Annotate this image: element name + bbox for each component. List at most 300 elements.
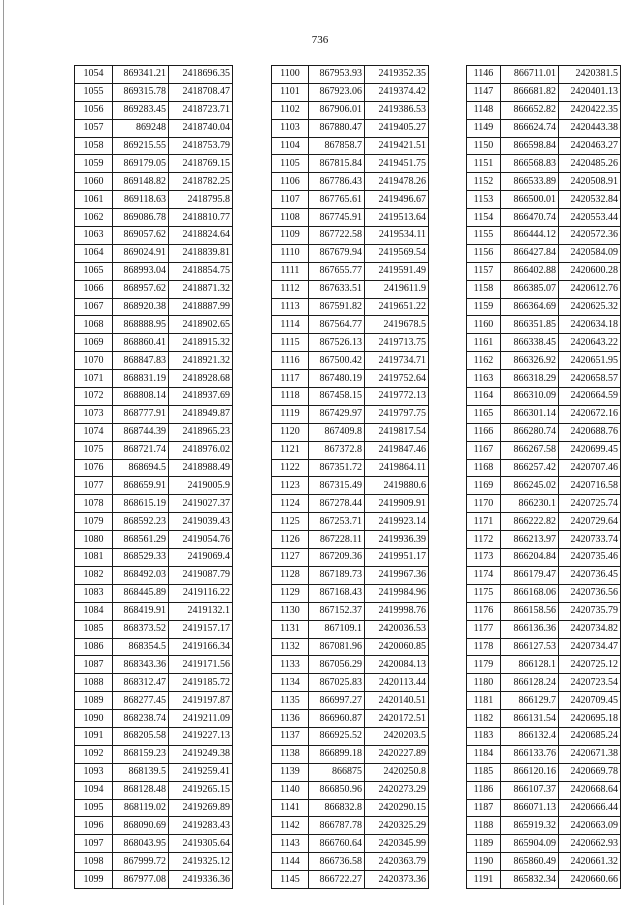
x-coordinate-cell: 868777.91 xyxy=(113,405,169,423)
y-coordinate-cell: 2418782.25 xyxy=(169,173,233,191)
table-row xyxy=(272,334,429,352)
y-coordinate-cell: 2419283.43 xyxy=(169,817,233,835)
table-row xyxy=(75,316,233,334)
point-number-cell: 1082 xyxy=(75,566,113,584)
x-coordinate-cell: 867977.08 xyxy=(113,871,169,889)
table-row xyxy=(467,191,621,209)
point-number-cell: 1068 xyxy=(75,316,113,334)
table-row xyxy=(75,620,233,638)
y-coordinate-cell: 2420443.38 xyxy=(559,119,621,137)
y-coordinate-cell: 2420734.47 xyxy=(559,638,621,656)
point-number-cell: 1103 xyxy=(272,119,309,137)
point-number-cell: 1154 xyxy=(467,209,501,227)
y-coordinate-cell: 2419591.49 xyxy=(365,262,429,280)
point-number-cell: 1117 xyxy=(272,370,309,388)
x-coordinate-cell: 866533.89 xyxy=(501,173,559,191)
y-coordinate-cell: 2420634.18 xyxy=(559,316,621,334)
point-number-cell: 1187 xyxy=(467,799,501,817)
x-coordinate-cell: 866711.01 xyxy=(501,66,559,84)
x-coordinate-cell: 869341.21 xyxy=(113,66,169,84)
point-number-cell: 1097 xyxy=(75,835,113,853)
point-number-cell: 1137 xyxy=(272,727,309,745)
y-coordinate-cell: 2419847.46 xyxy=(365,441,429,459)
y-coordinate-cell: 2418976.02 xyxy=(169,441,233,459)
table-row xyxy=(467,370,621,388)
x-coordinate-cell: 866470.74 xyxy=(501,209,559,227)
table-row xyxy=(467,173,621,191)
table-row xyxy=(467,423,621,441)
point-number-cell: 1069 xyxy=(75,334,113,352)
y-coordinate-cell: 2418949.87 xyxy=(169,405,233,423)
table-row xyxy=(272,388,429,406)
table-row xyxy=(272,137,429,155)
point-number-cell: 1180 xyxy=(467,674,501,692)
point-number-cell: 1105 xyxy=(272,155,309,173)
x-coordinate-cell: 867633.51 xyxy=(309,280,365,298)
x-coordinate-cell: 868721.74 xyxy=(113,441,169,459)
x-coordinate-cell: 866427.84 xyxy=(501,244,559,262)
point-number-cell: 1058 xyxy=(75,137,113,155)
point-number-cell: 1169 xyxy=(467,477,501,495)
point-number-cell: 1149 xyxy=(467,119,501,137)
x-coordinate-cell: 868694.5 xyxy=(113,459,169,477)
table-row xyxy=(272,638,429,656)
point-number-cell: 1120 xyxy=(272,423,309,441)
x-coordinate-cell: 866280.74 xyxy=(501,423,559,441)
table-row xyxy=(75,692,233,710)
point-number-cell: 1080 xyxy=(75,531,113,549)
x-coordinate-cell: 867409.8 xyxy=(309,423,365,441)
y-coordinate-cell: 2419249.38 xyxy=(169,745,233,763)
y-coordinate-cell: 2418723.71 xyxy=(169,101,233,119)
table-row xyxy=(75,727,233,745)
point-number-cell: 1062 xyxy=(75,209,113,227)
y-coordinate-cell: 2420688.76 xyxy=(559,423,621,441)
y-coordinate-cell: 2420725.12 xyxy=(559,656,621,674)
x-coordinate-cell: 867429.97 xyxy=(309,405,365,423)
table-row xyxy=(467,155,621,173)
x-coordinate-cell: 868238.74 xyxy=(113,710,169,728)
point-number-cell: 1132 xyxy=(272,638,309,656)
point-number-cell: 1182 xyxy=(467,710,501,728)
y-coordinate-cell: 2418965.23 xyxy=(169,423,233,441)
table-row xyxy=(75,602,233,620)
x-coordinate-cell: 868090.69 xyxy=(113,817,169,835)
table-row xyxy=(467,298,621,316)
point-number-cell: 1075 xyxy=(75,441,113,459)
table-row xyxy=(75,745,233,763)
x-coordinate-cell: 868419.91 xyxy=(113,602,169,620)
table-row xyxy=(272,441,429,459)
y-coordinate-cell: 2419132.1 xyxy=(169,602,233,620)
table-row xyxy=(272,763,429,781)
table-row xyxy=(272,101,429,119)
x-coordinate-cell: 867109.1 xyxy=(309,620,365,638)
table-row xyxy=(75,656,233,674)
x-coordinate-cell: 866925.52 xyxy=(309,727,365,745)
point-number-cell: 1166 xyxy=(467,423,501,441)
table-row xyxy=(75,262,233,280)
table-row xyxy=(467,334,621,352)
x-coordinate-cell: 866127.53 xyxy=(501,638,559,656)
point-number-cell: 1167 xyxy=(467,441,501,459)
y-coordinate-cell: 2420508.91 xyxy=(559,173,621,191)
table-row xyxy=(272,620,429,638)
x-coordinate-cell: 866204.84 xyxy=(501,549,559,567)
point-number-cell: 1064 xyxy=(75,244,113,262)
x-coordinate-cell: 867655.77 xyxy=(309,262,365,280)
table-row xyxy=(75,280,233,298)
x-coordinate-cell: 866338.45 xyxy=(501,334,559,352)
point-number-cell: 1077 xyxy=(75,477,113,495)
x-coordinate-cell: 867526.13 xyxy=(309,334,365,352)
y-coordinate-cell: 2419513.64 xyxy=(365,209,429,227)
point-number-cell: 1126 xyxy=(272,531,309,549)
y-coordinate-cell: 2420671.38 xyxy=(559,745,621,763)
y-coordinate-cell: 2420381.5 xyxy=(559,66,621,84)
point-number-cell: 1065 xyxy=(75,262,113,280)
y-coordinate-cell: 2420290.15 xyxy=(365,799,429,817)
x-coordinate-cell: 866267.58 xyxy=(501,441,559,459)
point-number-cell: 1128 xyxy=(272,566,309,584)
table-row xyxy=(272,155,429,173)
point-number-cell: 1173 xyxy=(467,549,501,567)
table-row xyxy=(75,871,233,889)
x-coordinate-cell: 866301.14 xyxy=(501,405,559,423)
point-number-cell: 1085 xyxy=(75,620,113,638)
x-coordinate-cell: 866364.69 xyxy=(501,298,559,316)
table-row xyxy=(272,799,429,817)
x-coordinate-cell: 866222.82 xyxy=(501,513,559,531)
point-number-cell: 1100 xyxy=(272,66,309,84)
x-coordinate-cell: 866179.47 xyxy=(501,566,559,584)
x-coordinate-cell: 868659.91 xyxy=(113,477,169,495)
x-coordinate-cell: 866722.27 xyxy=(309,871,365,889)
x-coordinate-cell: 867278.44 xyxy=(309,495,365,513)
table-row xyxy=(272,853,429,871)
x-coordinate-cell: 866598.84 xyxy=(501,137,559,155)
x-coordinate-cell: 867858.7 xyxy=(309,137,365,155)
x-coordinate-cell: 867081.96 xyxy=(309,638,365,656)
point-number-cell: 1098 xyxy=(75,853,113,871)
table-row xyxy=(272,459,429,477)
point-number-cell: 1140 xyxy=(272,781,309,799)
x-coordinate-cell: 868139.5 xyxy=(113,763,169,781)
x-coordinate-cell: 867906.01 xyxy=(309,101,365,119)
y-coordinate-cell: 2418839.81 xyxy=(169,244,233,262)
point-number-cell: 1151 xyxy=(467,155,501,173)
point-number-cell: 1191 xyxy=(467,871,501,889)
point-number-cell: 1174 xyxy=(467,566,501,584)
table-row xyxy=(75,423,233,441)
table-row xyxy=(467,66,621,84)
y-coordinate-cell: 2419069.4 xyxy=(169,549,233,567)
table-row xyxy=(272,119,429,137)
x-coordinate-cell: 869179.05 xyxy=(113,155,169,173)
y-coordinate-cell: 2419005.9 xyxy=(169,477,233,495)
y-coordinate-cell: 2419054.76 xyxy=(169,531,233,549)
y-coordinate-cell: 2420734.82 xyxy=(559,620,621,638)
table-row xyxy=(75,227,233,245)
y-coordinate-cell: 2420672.16 xyxy=(559,405,621,423)
point-number-cell: 1076 xyxy=(75,459,113,477)
table-row xyxy=(467,244,621,262)
point-number-cell: 1130 xyxy=(272,602,309,620)
y-coordinate-cell: 2419864.11 xyxy=(365,459,429,477)
table-row xyxy=(272,656,429,674)
point-number-cell: 1175 xyxy=(467,584,501,602)
point-number-cell: 1127 xyxy=(272,549,309,567)
x-coordinate-cell: 867722.58 xyxy=(309,227,365,245)
y-coordinate-cell: 2420729.64 xyxy=(559,513,621,531)
point-number-cell: 1188 xyxy=(467,817,501,835)
table-row xyxy=(272,209,429,227)
x-coordinate-cell: 867056.29 xyxy=(309,656,365,674)
table-row xyxy=(272,227,429,245)
table-row xyxy=(75,835,233,853)
y-coordinate-cell: 2420273.29 xyxy=(365,781,429,799)
point-number-cell: 1078 xyxy=(75,495,113,513)
x-coordinate-cell: 866568.83 xyxy=(501,155,559,173)
y-coordinate-cell: 2419166.34 xyxy=(169,638,233,656)
coordinate-table-3 xyxy=(466,65,621,889)
table-row xyxy=(75,298,233,316)
coordinate-table-1 xyxy=(74,65,233,889)
table-row xyxy=(272,191,429,209)
table-row xyxy=(467,137,621,155)
x-coordinate-cell: 866760.64 xyxy=(309,835,365,853)
y-coordinate-cell: 2419259.41 xyxy=(169,763,233,781)
x-coordinate-cell: 866736.58 xyxy=(309,853,365,871)
point-number-cell: 1110 xyxy=(272,244,309,262)
y-coordinate-cell: 2420584.09 xyxy=(559,244,621,262)
point-number-cell: 1087 xyxy=(75,656,113,674)
x-coordinate-cell: 868277.45 xyxy=(113,692,169,710)
table-row xyxy=(467,280,621,298)
table-row xyxy=(75,334,233,352)
x-coordinate-cell: 866133.76 xyxy=(501,745,559,763)
y-coordinate-cell: 2418810.77 xyxy=(169,209,233,227)
table-row xyxy=(467,727,621,745)
table-row xyxy=(75,513,233,531)
y-coordinate-cell: 2419678.5 xyxy=(365,316,429,334)
x-coordinate-cell: 868920.38 xyxy=(113,298,169,316)
point-number-cell: 1070 xyxy=(75,352,113,370)
y-coordinate-cell: 2420060.85 xyxy=(365,638,429,656)
table-row xyxy=(272,692,429,710)
point-number-cell: 1177 xyxy=(467,620,501,638)
y-coordinate-cell: 2419534.11 xyxy=(365,227,429,245)
table-row xyxy=(272,817,429,835)
y-coordinate-cell: 2419197.87 xyxy=(169,692,233,710)
x-coordinate-cell: 866875 xyxy=(309,763,365,781)
y-coordinate-cell: 2420733.74 xyxy=(559,531,621,549)
x-coordinate-cell: 868159.23 xyxy=(113,745,169,763)
x-coordinate-cell: 868615.19 xyxy=(113,495,169,513)
point-number-cell: 1185 xyxy=(467,763,501,781)
y-coordinate-cell: 2420699.45 xyxy=(559,441,621,459)
y-coordinate-cell: 2419713.75 xyxy=(365,334,429,352)
x-coordinate-cell: 868445.89 xyxy=(113,584,169,602)
table-row xyxy=(467,674,621,692)
point-number-cell: 1190 xyxy=(467,853,501,871)
table-row xyxy=(272,83,429,101)
point-number-cell: 1179 xyxy=(467,656,501,674)
point-number-cell: 1147 xyxy=(467,83,501,101)
x-coordinate-cell: 866832.8 xyxy=(309,799,365,817)
x-coordinate-cell: 868373.52 xyxy=(113,620,169,638)
point-number-cell: 1168 xyxy=(467,459,501,477)
y-coordinate-cell: 2419211.09 xyxy=(169,710,233,728)
point-number-cell: 1146 xyxy=(467,66,501,84)
y-coordinate-cell: 2419909.91 xyxy=(365,495,429,513)
table-row xyxy=(467,692,621,710)
table-row xyxy=(467,620,621,638)
y-coordinate-cell: 2420709.45 xyxy=(559,692,621,710)
x-coordinate-cell: 867591.82 xyxy=(309,298,365,316)
x-coordinate-cell: 866128.1 xyxy=(501,656,559,674)
y-coordinate-cell: 2419325.12 xyxy=(169,853,233,871)
y-coordinate-cell: 2420663.09 xyxy=(559,817,621,835)
x-coordinate-cell: 865919.32 xyxy=(501,817,559,835)
x-coordinate-cell: 868831.19 xyxy=(113,370,169,388)
x-coordinate-cell: 868119.02 xyxy=(113,799,169,817)
y-coordinate-cell: 2420572.36 xyxy=(559,227,621,245)
table-row xyxy=(467,316,621,334)
y-coordinate-cell: 2419305.64 xyxy=(169,835,233,853)
table-row xyxy=(272,370,429,388)
point-number-cell: 1107 xyxy=(272,191,309,209)
y-coordinate-cell: 2419772.13 xyxy=(365,388,429,406)
x-coordinate-cell: 867152.37 xyxy=(309,602,365,620)
y-coordinate-cell: 2420643.22 xyxy=(559,334,621,352)
table-row xyxy=(272,244,429,262)
x-coordinate-cell: 866385.07 xyxy=(501,280,559,298)
table-row xyxy=(75,495,233,513)
x-coordinate-cell: 866444.12 xyxy=(501,227,559,245)
y-coordinate-cell: 2419496.67 xyxy=(365,191,429,209)
x-coordinate-cell: 866245.02 xyxy=(501,477,559,495)
y-coordinate-cell: 2420600.28 xyxy=(559,262,621,280)
y-coordinate-cell: 2420707.46 xyxy=(559,459,621,477)
x-coordinate-cell: 867480.19 xyxy=(309,370,365,388)
y-coordinate-cell: 2419157.17 xyxy=(169,620,233,638)
table-row xyxy=(467,352,621,370)
point-number-cell: 1150 xyxy=(467,137,501,155)
x-coordinate-cell: 867458.15 xyxy=(309,388,365,406)
table-row xyxy=(272,405,429,423)
table-row xyxy=(467,566,621,584)
y-coordinate-cell: 2419998.76 xyxy=(365,602,429,620)
y-coordinate-cell: 2419797.75 xyxy=(365,405,429,423)
table-row xyxy=(467,119,621,137)
y-coordinate-cell: 2420658.57 xyxy=(559,370,621,388)
point-number-cell: 1156 xyxy=(467,244,501,262)
table-row xyxy=(75,244,233,262)
table-row xyxy=(272,477,429,495)
y-coordinate-cell: 2419611.9 xyxy=(365,280,429,298)
point-number-cell: 1142 xyxy=(272,817,309,835)
point-number-cell: 1108 xyxy=(272,209,309,227)
x-coordinate-cell: 868993.04 xyxy=(113,262,169,280)
x-coordinate-cell: 866132.4 xyxy=(501,727,559,745)
table-row xyxy=(467,745,621,763)
point-number-cell: 1143 xyxy=(272,835,309,853)
x-coordinate-cell: 867815.84 xyxy=(309,155,365,173)
table-row xyxy=(272,710,429,728)
point-number-cell: 1158 xyxy=(467,280,501,298)
table-row xyxy=(467,388,621,406)
x-coordinate-cell: 868957.62 xyxy=(113,280,169,298)
table-row xyxy=(75,674,233,692)
table-row xyxy=(75,405,233,423)
point-number-cell: 1095 xyxy=(75,799,113,817)
table-row xyxy=(272,280,429,298)
table-row xyxy=(75,566,233,584)
table-row xyxy=(75,710,233,728)
table-row xyxy=(272,352,429,370)
point-number-cell: 1074 xyxy=(75,423,113,441)
y-coordinate-cell: 2420716.58 xyxy=(559,477,621,495)
y-coordinate-cell: 2420625.32 xyxy=(559,298,621,316)
table-row xyxy=(75,584,233,602)
table-row xyxy=(467,495,621,513)
table-row xyxy=(467,262,621,280)
x-coordinate-cell: 867209.36 xyxy=(309,549,365,567)
point-number-cell: 1170 xyxy=(467,495,501,513)
x-coordinate-cell: 867880.47 xyxy=(309,119,365,137)
x-coordinate-cell: 867765.61 xyxy=(309,191,365,209)
table-row xyxy=(467,835,621,853)
point-number-cell: 1101 xyxy=(272,83,309,101)
y-coordinate-cell: 2418824.64 xyxy=(169,227,233,245)
table-row xyxy=(75,66,233,84)
point-number-cell: 1071 xyxy=(75,370,113,388)
point-number-cell: 1086 xyxy=(75,638,113,656)
y-coordinate-cell: 2420664.59 xyxy=(559,388,621,406)
point-number-cell: 1186 xyxy=(467,781,501,799)
point-number-cell: 1067 xyxy=(75,298,113,316)
x-coordinate-cell: 868847.83 xyxy=(113,352,169,370)
point-number-cell: 1125 xyxy=(272,513,309,531)
y-coordinate-cell: 2420725.74 xyxy=(559,495,621,513)
x-coordinate-cell: 867786.43 xyxy=(309,173,365,191)
y-coordinate-cell: 2420401.13 xyxy=(559,83,621,101)
point-number-cell: 1091 xyxy=(75,727,113,745)
y-coordinate-cell: 2420553.44 xyxy=(559,209,621,227)
x-coordinate-cell: 866310.09 xyxy=(501,388,559,406)
x-coordinate-cell: 868592.23 xyxy=(113,513,169,531)
point-number-cell: 1109 xyxy=(272,227,309,245)
x-coordinate-cell: 867500.42 xyxy=(309,352,365,370)
page-edge-rule xyxy=(3,0,4,905)
table-row xyxy=(272,674,429,692)
table-row xyxy=(272,835,429,853)
point-number-cell: 1054 xyxy=(75,66,113,84)
table-row xyxy=(272,316,429,334)
point-number-cell: 1119 xyxy=(272,405,309,423)
point-number-cell: 1060 xyxy=(75,173,113,191)
x-coordinate-cell: 868343.36 xyxy=(113,656,169,674)
x-coordinate-cell: 867351.72 xyxy=(309,459,365,477)
x-coordinate-cell: 868860.41 xyxy=(113,334,169,352)
x-coordinate-cell: 868128.48 xyxy=(113,781,169,799)
y-coordinate-cell: 2418988.49 xyxy=(169,459,233,477)
x-coordinate-cell: 866213.97 xyxy=(501,531,559,549)
table-row xyxy=(272,531,429,549)
x-coordinate-cell: 868529.33 xyxy=(113,549,169,567)
y-coordinate-cell: 2419984.96 xyxy=(365,584,429,602)
